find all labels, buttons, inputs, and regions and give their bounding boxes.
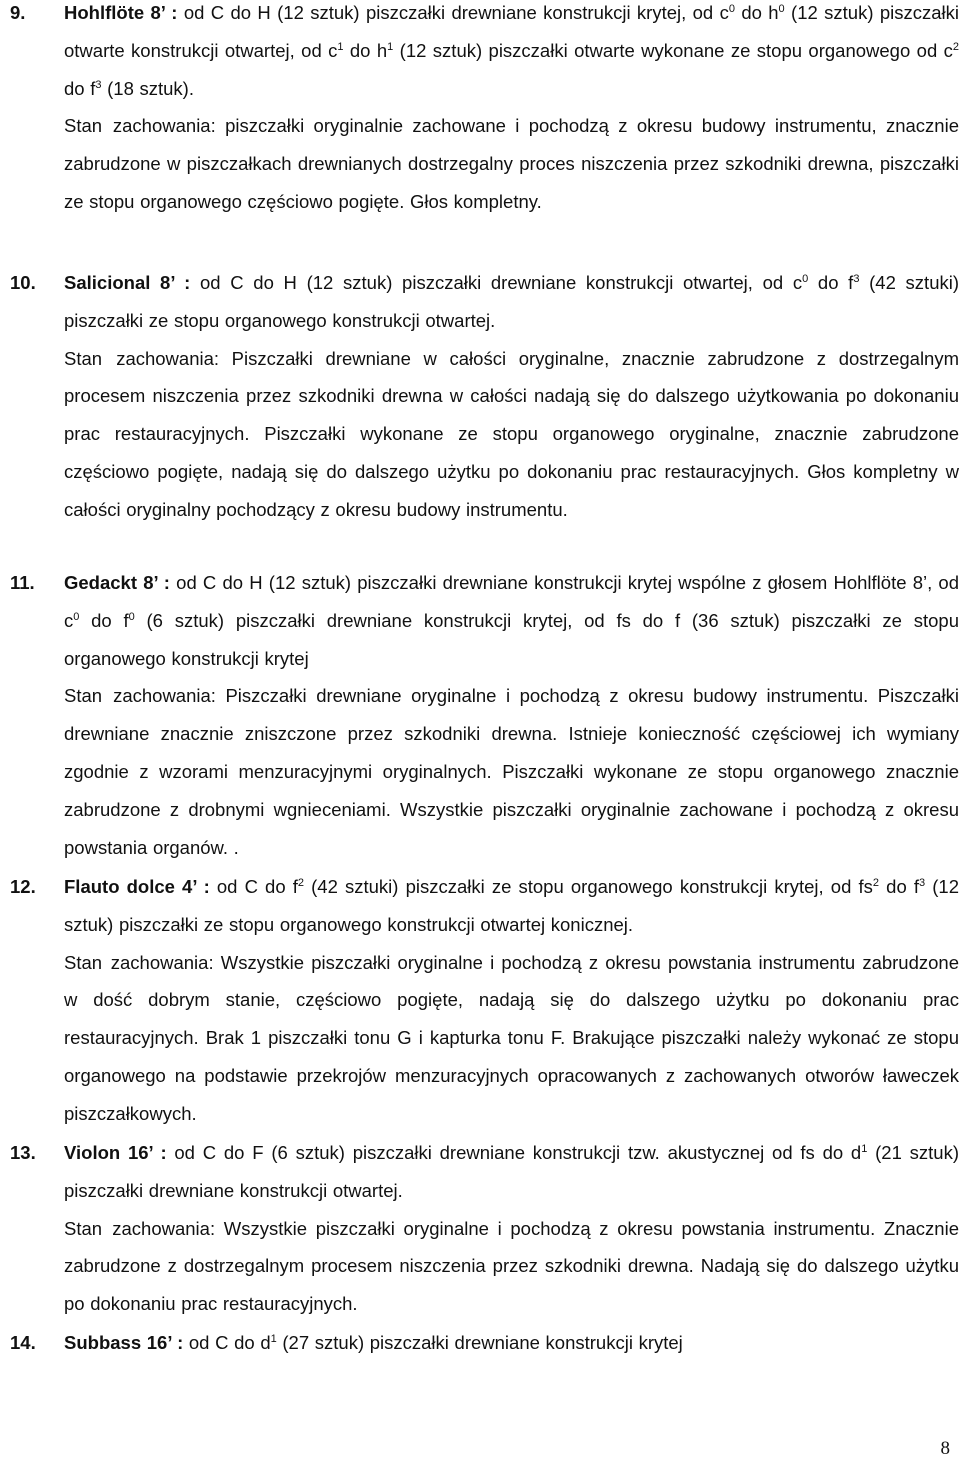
register-name: Gedackt 8’ : [64,572,170,593]
entry-description [64,868,959,944]
octave-superscript: 0 [73,610,80,623]
octave-superscript: 1 [270,1332,277,1345]
description-text: od C do $d^1$ (27 sztuk) piszczałki drewniane konstrukcji krytej [183,1332,683,1353]
description-text: od C do H (12 sztuk) piszczałki drewniane konstrukcji otwartej, od $c^0$ do $f^3$ (42 sztuki) piszczałki ze stopu organowego konstrukcji otwartej. [64,272,960,331]
condition-text: Wszystkie piszczałki oryginalne i pochodzą z okresu powstania instrumentu zabrudzone w dość dobrym stanie, częściowo pogięte, nadają się do dalszego użytku po dokonaniu prac restauracyjnych. Brak 1 piszczałki tonu G i kapturka tonu F. Brakujące piszczałki należy wykonać ze stopu organowego na podstawie przekrojów menzuracyjnych opracowanych z zachowanych otworów ławeczek piszczałkowych. [64,951,959,1124]
register-name: Salicional 8’ : [64,272,191,293]
description-text: od C do H (12 sztuk) piszczałki drewniane konstrukcji krytej, od $c^0$ do $h^0$ (12 sztuk) piszczałki otwarte konstrukcji otwartej, od $c^1$ do $h^1$ (12 sztuk) piszczałki otwarte wykonane ze stopu organowego od $c^2$ do $f^3$ (18 sztuk). [64,2,959,99]
entry-description [64,1324,959,1362]
condition-text: Piszczałki drewniane oryginalne i pochodzą z okresu budowy instrumentu. Piszczałki drewniane znacznie zniszczone przez szkodniki drewna. Istnieje konieczność częściowej ich wymiany zgodnie z wzorami menzuracyjnymi oryginalnych. Piszczałki wykonane ze stopu organowego znacznie zabrudzone z drobnymi wgnieceniami. Wszystkie piszczałki oryginalnie zachowane i pochodzą z okresu powstania organów. . [64,685,959,858]
octave-superscript: 1 [861,1142,868,1155]
octave-superscript: 2 [872,876,880,889]
octave-superscript: 2 [297,876,305,889]
octave-superscript: 3 [853,272,860,285]
octave-superscript: 0 [128,610,135,623]
entry-body [64,0,959,221]
entry-body [64,1134,959,1323]
condition-text: piszczałki oryginalnie zachowane i pochodzą z okresu budowy instrumentu, znacznie zabrudzone w piszczałkach drewnianych dostrzegalny proces niszczenia przez szkodniki drewna, piszczałki ze stopu organowego częściowo pogięte. Głos kompletny. [64,115,959,212]
octave-superscript: 3 [919,876,926,889]
entry-number: 13. [10,1142,36,1163]
entry-description [64,1134,959,1210]
condition-label: Stan zachowania: [64,115,216,137]
entry-description [64,0,959,107]
condition-label: Stan zachowania: [64,1217,216,1239]
entry-body [64,1324,959,1362]
entry-description [64,264,959,340]
condition-paragraph [64,677,959,866]
entry-description [64,564,959,677]
entry-number: 14. [10,1332,36,1353]
description-text: od C do $f^2$ (42 sztuki) piszczałki ze stopu organowego konstrukcji krytej, od $fs^2$ do $f^3$ (12 sztuk) piszczałki ze stopu organowego konstrukcji otwartej konicznej. [64,876,959,935]
condition-text: Wszystkie piszczałki oryginalne i pochodzą z okresu powstania instrumentu. Znacznie zabrudzone z dostrzegalnym procesem niszczenia przez szkodniki drewna. Nadają się do dalszego użytku po dokonaniu prac restauracyjnych. [64,1217,959,1315]
octave-superscript: 2 [952,40,959,53]
condition-paragraph [64,944,959,1133]
entry-body [64,868,959,1133]
entry-number: 9. [10,2,26,23]
condition-paragraph [64,340,959,529]
octave-superscript: 0 [802,272,809,285]
register-name: Violon 16’ : [64,1142,167,1163]
entry-number: 12. [10,876,36,897]
page-number: 8 [940,1438,950,1459]
entry-number: 11. [10,572,35,593]
condition-label: Stan zachowania: [64,685,216,707]
condition-text: Piszczałki drewniane w całości oryginalne, znacznie zabrudzone z dostrzegalnym procesem niszczenia przez szkodniki drewna w całości nadają się do dalszego użytkowania po dokonaniu prac restauracyjnych. Piszczałki wykonane ze stopu organowego oryginalne, znacznie zabrudzone częściowo pogięte, nadają się do dalszego użytku po dokonaniu prac restauracyjnych. Głos kompletny w całości oryginalny pochodzący z okresu budowy instrumentu. [64,347,959,520]
entry-body [64,264,959,529]
condition-paragraph [64,1210,959,1323]
entry-number: 10. [10,272,36,293]
register-name: Flauto dolce 4’ : [64,876,210,897]
octave-superscript: 1 [337,40,344,53]
register-name: Hohlflöte 8’ : [64,2,178,23]
condition-label: Stan zachowania: [64,347,220,369]
condition-label: Stan zachowania: [64,951,214,973]
register-name: Subbass 16’ : [64,1332,184,1353]
octave-superscript: 0 [778,2,785,15]
octave-superscript: 1 [387,40,394,53]
octave-superscript: 3 [95,78,102,91]
entry-body [64,564,959,866]
description-text: od C do H (12 sztuk) piszczałki drewniane konstrukcji krytej wspólne z głosem Hohlflöte 8’, od $c^0$ do $f^0$ (6 sztuk) piszczałki drewniane konstrukcji krytej, od fs do f (36 sztuk) piszczałki ze stopu organowego konstrukcji krytej [64,572,959,669]
condition-paragraph [64,107,959,220]
octave-superscript: 0 [728,2,735,15]
description-text: od C do F (6 sztuk) piszczałki drewniane konstrukcji tzw. akustycznej od fs do $d^1$ (21 sztuk) piszczałki drewniane konstrukcji otwartej. [64,1142,959,1201]
